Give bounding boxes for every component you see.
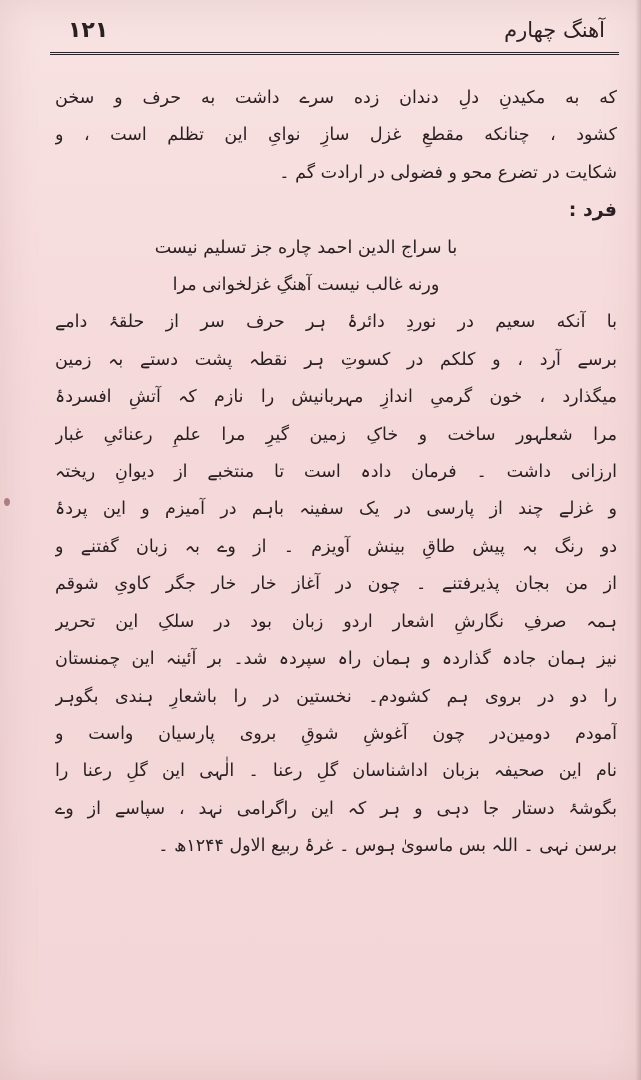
text-line: نیز ہمان جادہ گذاردہ و ہمان راہ سپردہ شد۔ بر آئینہ این چمنستان [55, 649, 617, 670]
text-line: آمودم دومین‌در چون آغوشِ شوقِ بروی پارسیان واست و [55, 723, 617, 744]
page-header [50, 12, 619, 52]
text-line: که به مکیدنِ دلِ دندان زده سرے داشت به حرف و سخن [55, 88, 617, 108]
verse-line: با سراج الدین احمد چاره جز تسلیم نیست [154, 237, 458, 258]
text-line: شکایت در تضرع محو و فضولی در ارادت گم ۔ [279, 162, 617, 183]
text-line: نام این صحیفہ بزبان اداشناسان گلِ رعنا ۔ الٰہی این گلِ رعنا را [55, 761, 617, 782]
text-line: و غزلے چند از پارسی در یک سفینہ باہم در آمیزم و این پردۂ [55, 499, 617, 520]
scan-edge-shadow [635, 0, 641, 1080]
verse-line: ورنه غالب نیست آهنگِ غزلخوانی مرا [172, 275, 440, 296]
fard-label: فرد : [568, 199, 617, 222]
text-line: دو رنگ بہ پیش طاقِ بینش آویزم ۔ از وے بہ زبان گفتنے و [55, 536, 617, 557]
paper-stain [4, 498, 10, 506]
text-line: برسے آرد ، و کلکم در کسوتِ ہر نقطہ پشت دستے بہ زمین [55, 349, 617, 370]
text-line: بگوشۂ دستار جا دہی و ہر کہ این راگرامی نہد ، سپاسے از وے [55, 798, 617, 819]
text-line: از من بجان پذیرفتنے ۔ چون در آغاز خار خار جگر کاویِ شوقم [55, 574, 617, 595]
text-line: میگذارد ، خون گرمیِ اندازِ مہربانیش را نازم کہ آتشِ افسردۂ [55, 387, 617, 408]
text-line: مرا شعلہور ساخت و خاکِ زمین گیرِ مرا علمِ رعنائیِ غبار [55, 424, 617, 445]
text-line: کشود ، چنانکه مقطعِ غزل سازِ نوایِ این تظلم است ، و [55, 125, 617, 146]
header-rule [50, 52, 619, 59]
text-line: ارزانی داشت ۔ فرمان دادہ است تا منتخبے از دیوانِ ریختہ [55, 462, 617, 483]
text-line: ہمہ صرفِ نگارشِ اشعار اردو زبان بود در سلکِ این تحریر [55, 611, 617, 632]
running-title: آهنگ چهارم [504, 18, 605, 42]
text-line: با آنکه سعیم در نوردِ دائرۂ ہر حرف سر از حلقۂ دامے [55, 312, 617, 333]
page-number: ۱۲۱ [68, 18, 109, 43]
text-line: را دو در بروی ہم کشودم۔ نخستین در را باشعارِ ہندی بگوہر [55, 686, 617, 707]
body-text [55, 80, 617, 866]
text-line: برسن نہی ۔ اللہ بس ماسویٰ ہوس ۔ غرۂ ربیع الاول ۱۲۴۴ھ ۔ [158, 836, 617, 857]
